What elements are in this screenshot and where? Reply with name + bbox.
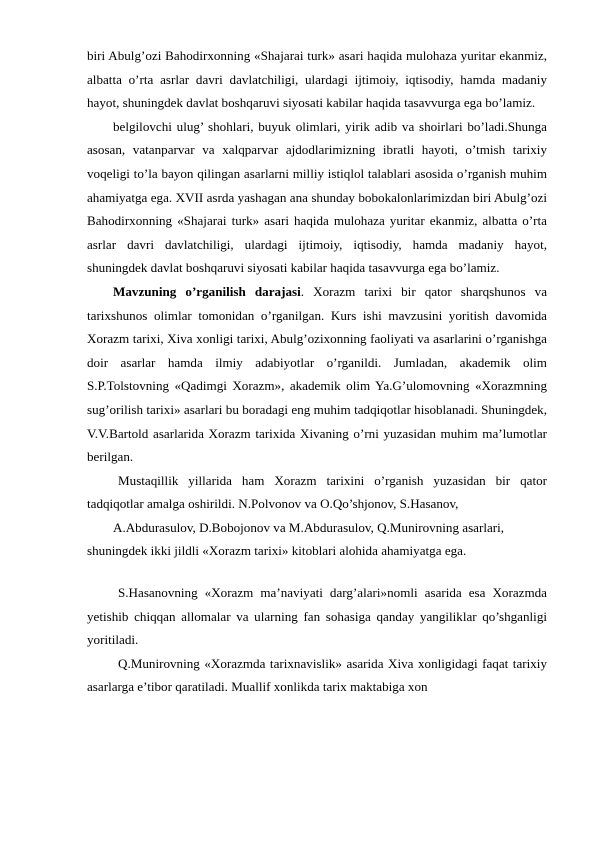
page-body [87,44,547,699]
paragraph-5: A.Abdurasulov, D.Bobojonov va M.Abdurasulov, Q.Munirovning asarlari, [113,519,505,535]
paragraph-3-text: . Xorazm tarixi bir qator sharqshunos va tarixshunos olimlar tomonidan o’rganilgan. Kurs ishi mavzusini yoritish davomida Xorazm tarixi, Xiva xonligi tarixi, Abulg’ozixonning faoliyati va asarlarini o’rganishga doir asarlar hamda ilmiy adabiyotlar o’rganildi. Jumladan, akademik olim S.P.Tolstovning «Qadimgi Xorazm», akademik olim Ya.G’ulomovning «Xorazmning sug’orilish tarixi» asarlari bu boradagi eng muhim tadqiqotlar hisoblanadi. Shuningdek, V.V.Bartold asarlarida Xorazm tarixida Xivaning o’rni yuzasidan muhim ma’lumotlar berilgan. [87,283,548,465]
paragraph-7: S.Hasanovning «Xorazm ma’naviyati darg’alari»nomli asarida esa Xorazmda yetishib chiqqan allomalar va ularning fan sohasiga qanday yangiliklar qo’shganligi yoritiladi. [87,585,547,648]
paragraph-2: belgilovchi ulug’ shohlari, buyuk olimlari, yirik adib va shoirlari bo’ladi.Shunga asosan, vatanparvar va xalqparvar ajdodlarimizning ibratli hayoti, o’tmish tarixiy voqeligi to’la bayon qilingan asarlarni milliy istiqlol talablari asosida o’rganish muhim ahamiyatga ega. XVII asrda yashagan ana shunday bobokalonlarimizdan biri Abulg’ozi Bahodirxonning «Shajarai turk» asari haqida mulohaza yuritar ekanmiz, albatta o’rta asrlar davri davlatchiligi, ulardagi ijtimoiy, iqtisodiy, hamda madaniy hayot, shuningdek davlat boshqaruvi siyosati kabilar haqida tasavvurga ega bo’lamiz. [87,118,547,276]
paragraph-8: Q.Munirovning «Xorazmda tarixnavislik» asarida Xiva xonligidagi faqat tarixiy asarlarga e’tibor qaratiladi. Muallif xonlikda tarix maktabiga xon [87,655,547,695]
paragraph-6: shuningdek ikki jildli «Xorazm tarixi» kitoblari alohida ahamiyatga ega. [87,543,467,559]
paragraph-3 [87,280,547,469]
section-heading-inline: Mavzuning o’rganilish darajasi [113,283,301,299]
paragraph-1: biri Abulg’ozi Bahodirxonning «Shajarai turk» asari haqida mulohaza yuritar ekanmiz, albatta o’rta asrlar davri davlatchiligi, ulardagi ijtimoiy, iqtisodiy, hamda madaniy hayot, shuningdek davlat boshqaruvi siyosati kabilar haqida tasavvurga ega bo’lamiz. [87,48,547,111]
blank-line [87,563,547,581]
paragraph-4: Mustaqillik yillarida ham Xorazm tarixini o’rganish yuzasidan bir qator tadqiqotlar amalga oshirildi. N.Polvonov va O.Qo’shjonov, S.Hasanov, [87,472,547,512]
